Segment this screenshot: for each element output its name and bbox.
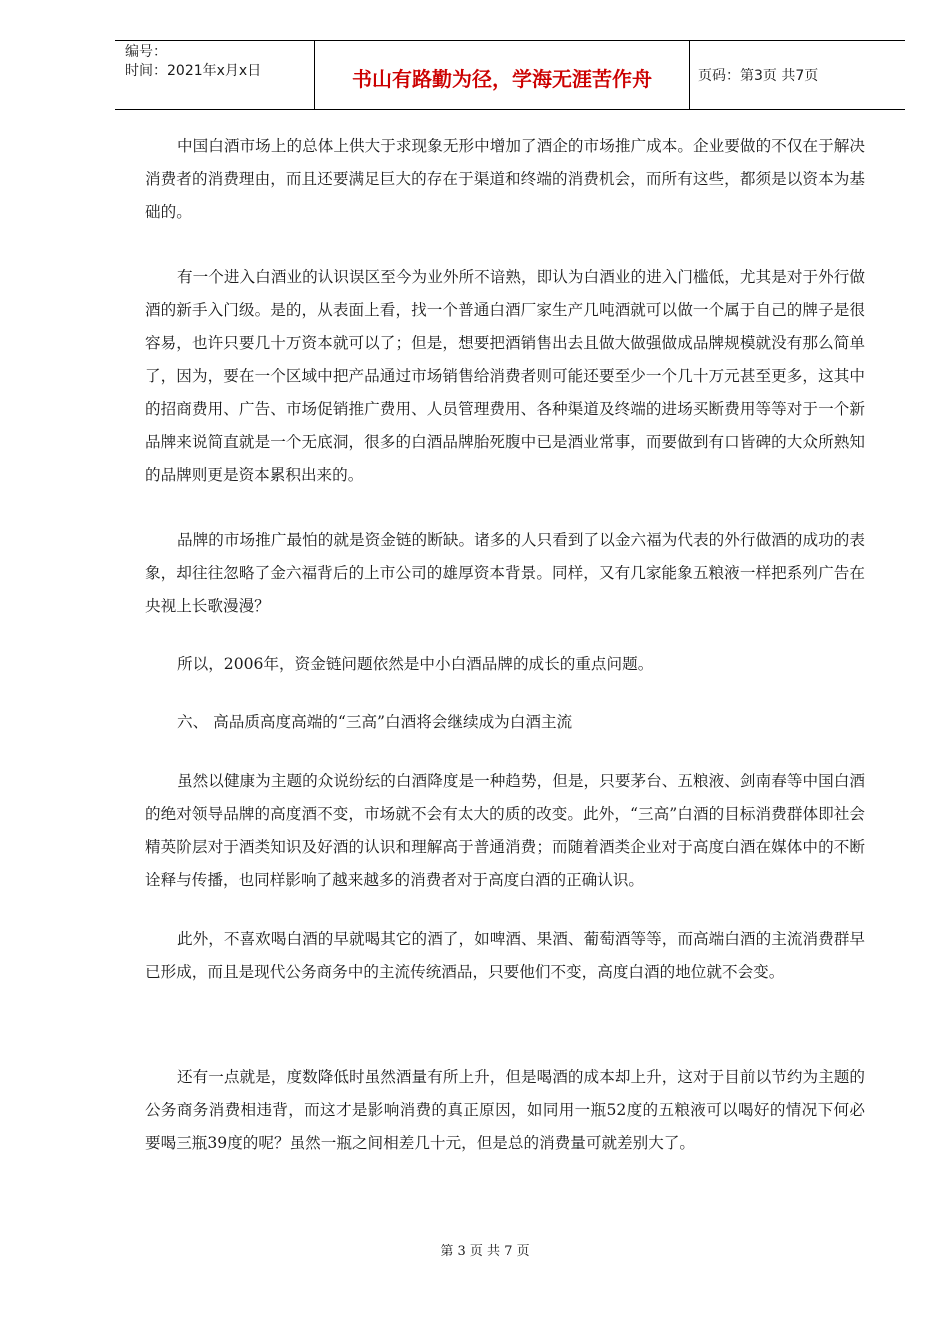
page-footer: 第 3 页 共 7 页 xyxy=(440,1244,530,1259)
document-number-label: 编号： xyxy=(125,44,167,60)
header-page-info: 页码：第3页 共7页 xyxy=(698,68,819,84)
section-heading: 六、 高品质高度高端的“三高”白酒将会继续成为白酒主流 xyxy=(177,713,573,731)
paragraph: 虽然以健康为主题的众说纷纭的白酒降度是一种趋势，但是，只要茅台、五粮液、剑南春等中国白酒的绝对领导品牌的高度酒不变，市场就不会有太大的质的改变。此外，“三高”白酒的目标消费群体即社会精英阶层对于酒类知识及好酒的认识和理解高于普通消费；而随着酒类企业对于高度白酒在媒体中的不断诠释与传播，也同样影响了越来越多的消费者对于高度白酒的正确认识。 xyxy=(145,772,865,889)
page-header xyxy=(115,40,905,110)
paragraph: 有一个进入白酒业的认识误区至今为业外所不谙熟，即认为白酒业的进入门槛低，尤其是对于外行做酒的新手入门级。是的，从表面上看，找一个普通白酒厂家生产几吨酒就可以做一个属于自己的牌子是很容易，也许只要几十万资本就可以了；但是，想要把酒销售出去且做大做强做成品牌规模就没有那么简单了，因为，要在一个区域中把产品通过市场销售给消费者则可能还要至少一个几十万元甚至更多，这其中的招商费用、广告、市场促销推广费用、人员管理费用、各种渠道及终端的进场买断费用等等对于一个新品牌来说简直就是一个无底洞，很多的白酒品牌胎死腹中已是酒业常事，而要做到有口皆碑的大众所熟知的品牌则更是资本累积出来的。 xyxy=(145,268,865,484)
paragraph: 中国白酒市场上的总体上供大于求现象无形中增加了酒企的市场推广成本。企业要做的不仅在于解决消费者的消费理由，而且还要满足巨大的存在于渠道和终端的消费机会，而所有这些，都须是以资本为基础的。 xyxy=(145,137,865,221)
paragraph: 所以，2006年，资金链问题依然是中小白酒品牌的成长的重点问题。 xyxy=(177,655,654,673)
paragraph: 此外，不喜欢喝白酒的早就喝其它的酒了，如啤酒、果酒、葡萄酒等等，而高端白酒的主流消费群早已形成，而且是现代公务商务中的主流传统酒品，只要他们不变，高度白酒的地位就不会变。 xyxy=(145,930,865,981)
document-time-label: 时间：2021年x月x日 xyxy=(125,63,262,79)
header-motto: 书山有路勤为径，学海无涯苦作舟 xyxy=(315,41,690,109)
header-meta xyxy=(115,41,315,109)
paragraph: 品牌的市场推广最怕的就是资金链的断缺。诸多的人只看到了以金六福为代表的外行做酒的成功的表象，却往往忽略了金六福背后的上市公司的雄厚资本背景。同样，又有几家能象五粮液一样把系列广告在央视上长歌漫漫？ xyxy=(145,531,865,615)
document-body xyxy=(145,130,865,1160)
paragraph: 还有一点就是，度数降低时虽然酒量有所上升，但是喝酒的成本却上升，这对于目前以节约为主题的公务商务消费相违背，而这才是影响消费的真正原因，如同用一瓶52度的五粮液可以喝好的情况下何必要喝三瓶39度的呢？虽然一瓶之间相差几十元，但是总的消费量可就差别大了。 xyxy=(145,1068,865,1152)
